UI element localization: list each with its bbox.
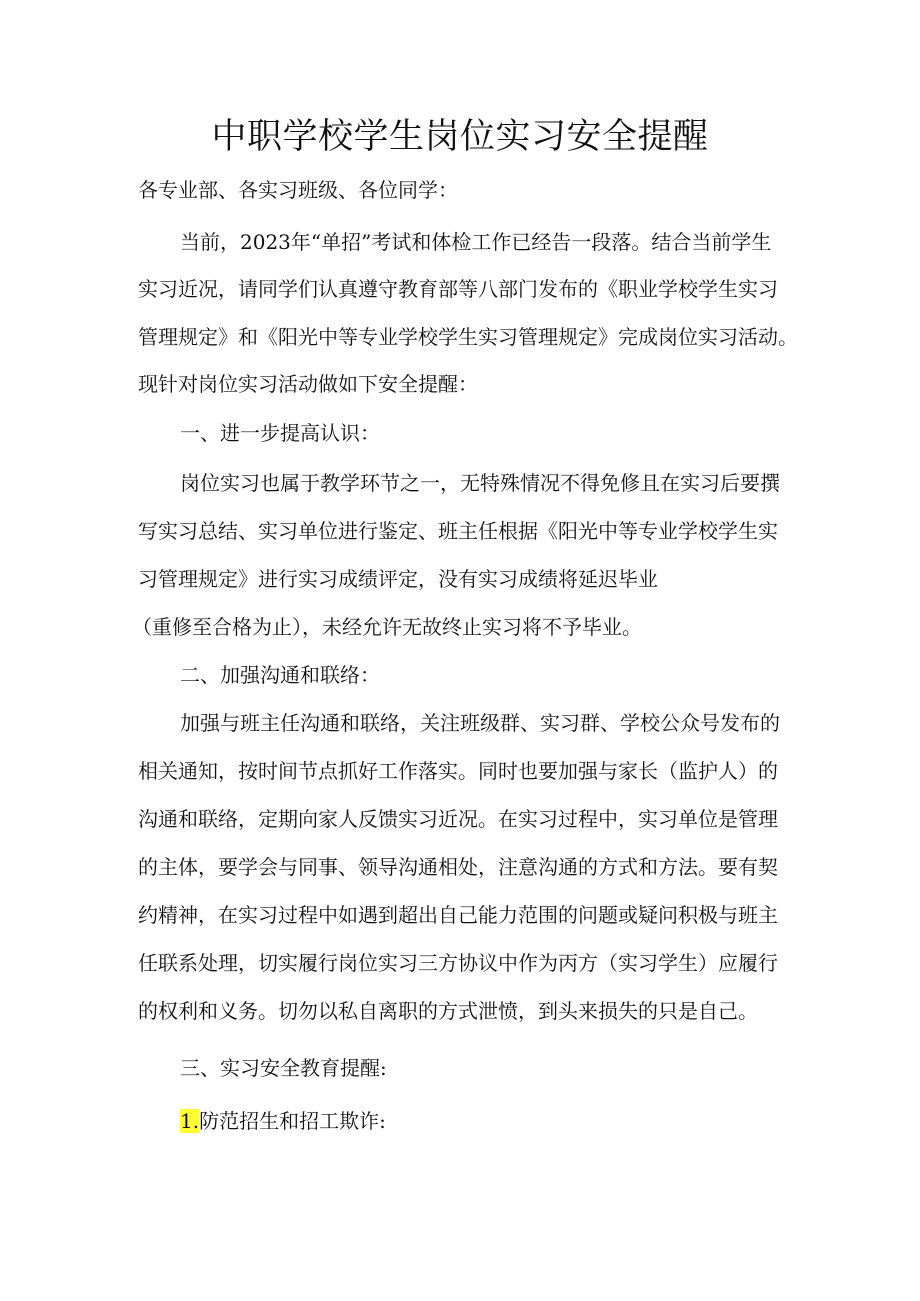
section1-line: 岗位实习也属于教学环节之一，无特殊情况不得免修且在实习后要撰	[180, 471, 780, 495]
section2-line: 任联系处理，切实履行岗位实习三方协议中作为丙方（实习学生）应履行	[138, 951, 778, 975]
intro-line: 当前，2023年“单招”考试和体检工作已经告一段落。结合当前学生	[180, 230, 772, 254]
salutation: 各专业部、各实习班级、各位同学：	[138, 178, 458, 202]
section1-line: 写实习总结、实习单位进行鉴定、班主任根据《阳光中等专业学校学生实	[138, 519, 778, 543]
section1-line: （重修至合格为止），未经允许无故终止实习将不予毕业。	[132, 615, 642, 639]
document-title: 中职学校学生岗位实习安全提醒	[211, 117, 709, 157]
list-item	[180, 1106, 386, 1136]
section2-line: 加强与班主任沟通和联络，关注班级群、实习群、学校公众号发布的	[180, 711, 780, 735]
section-heading: 三、实习安全教育提醒:	[180, 1056, 387, 1080]
highlighted-item-number: 1.	[180, 1109, 200, 1133]
section2-line: 的主体，要学会与同事、领导沟通相处，注意沟通的方式和方法。要有契	[138, 855, 778, 879]
section-heading: 一、进一步提高认识：	[180, 421, 380, 445]
section2-line: 的权利和义务。切勿以私自离职的方式泄愤，到头来损失的只是自己。	[138, 999, 758, 1023]
section1-line: 习管理规定》进行实习成绩评定，没有实习成绩将延迟毕业	[138, 567, 658, 591]
intro-line: 实习近况，请同学们认真遵守教育部等八部门发布的《职业学校学生实习	[138, 277, 778, 301]
intro-line: 现针对岗位实习活动做如下安全提醒：	[138, 372, 478, 396]
intro-line: 管理规定》和《阳光中等专业学校学生实习管理规定》完成岗位实习活动。	[138, 325, 798, 349]
section-heading: 二、加强沟通和联络：	[180, 663, 380, 687]
list-item-text: 防范招生和招工欺诈:	[199, 1109, 386, 1133]
section2-line: 相关通知，按时间节点抓好工作落实。同时也要加强与家长（监护人）的	[138, 759, 778, 783]
section2-line: 沟通和联络，定期向家人反馈实习近况。在实习过程中，实习单位是管理	[138, 807, 778, 831]
section2-line: 约精神，在实习过程中如遇到超出自己能力范围的问题或疑问积极与班主	[138, 903, 778, 927]
